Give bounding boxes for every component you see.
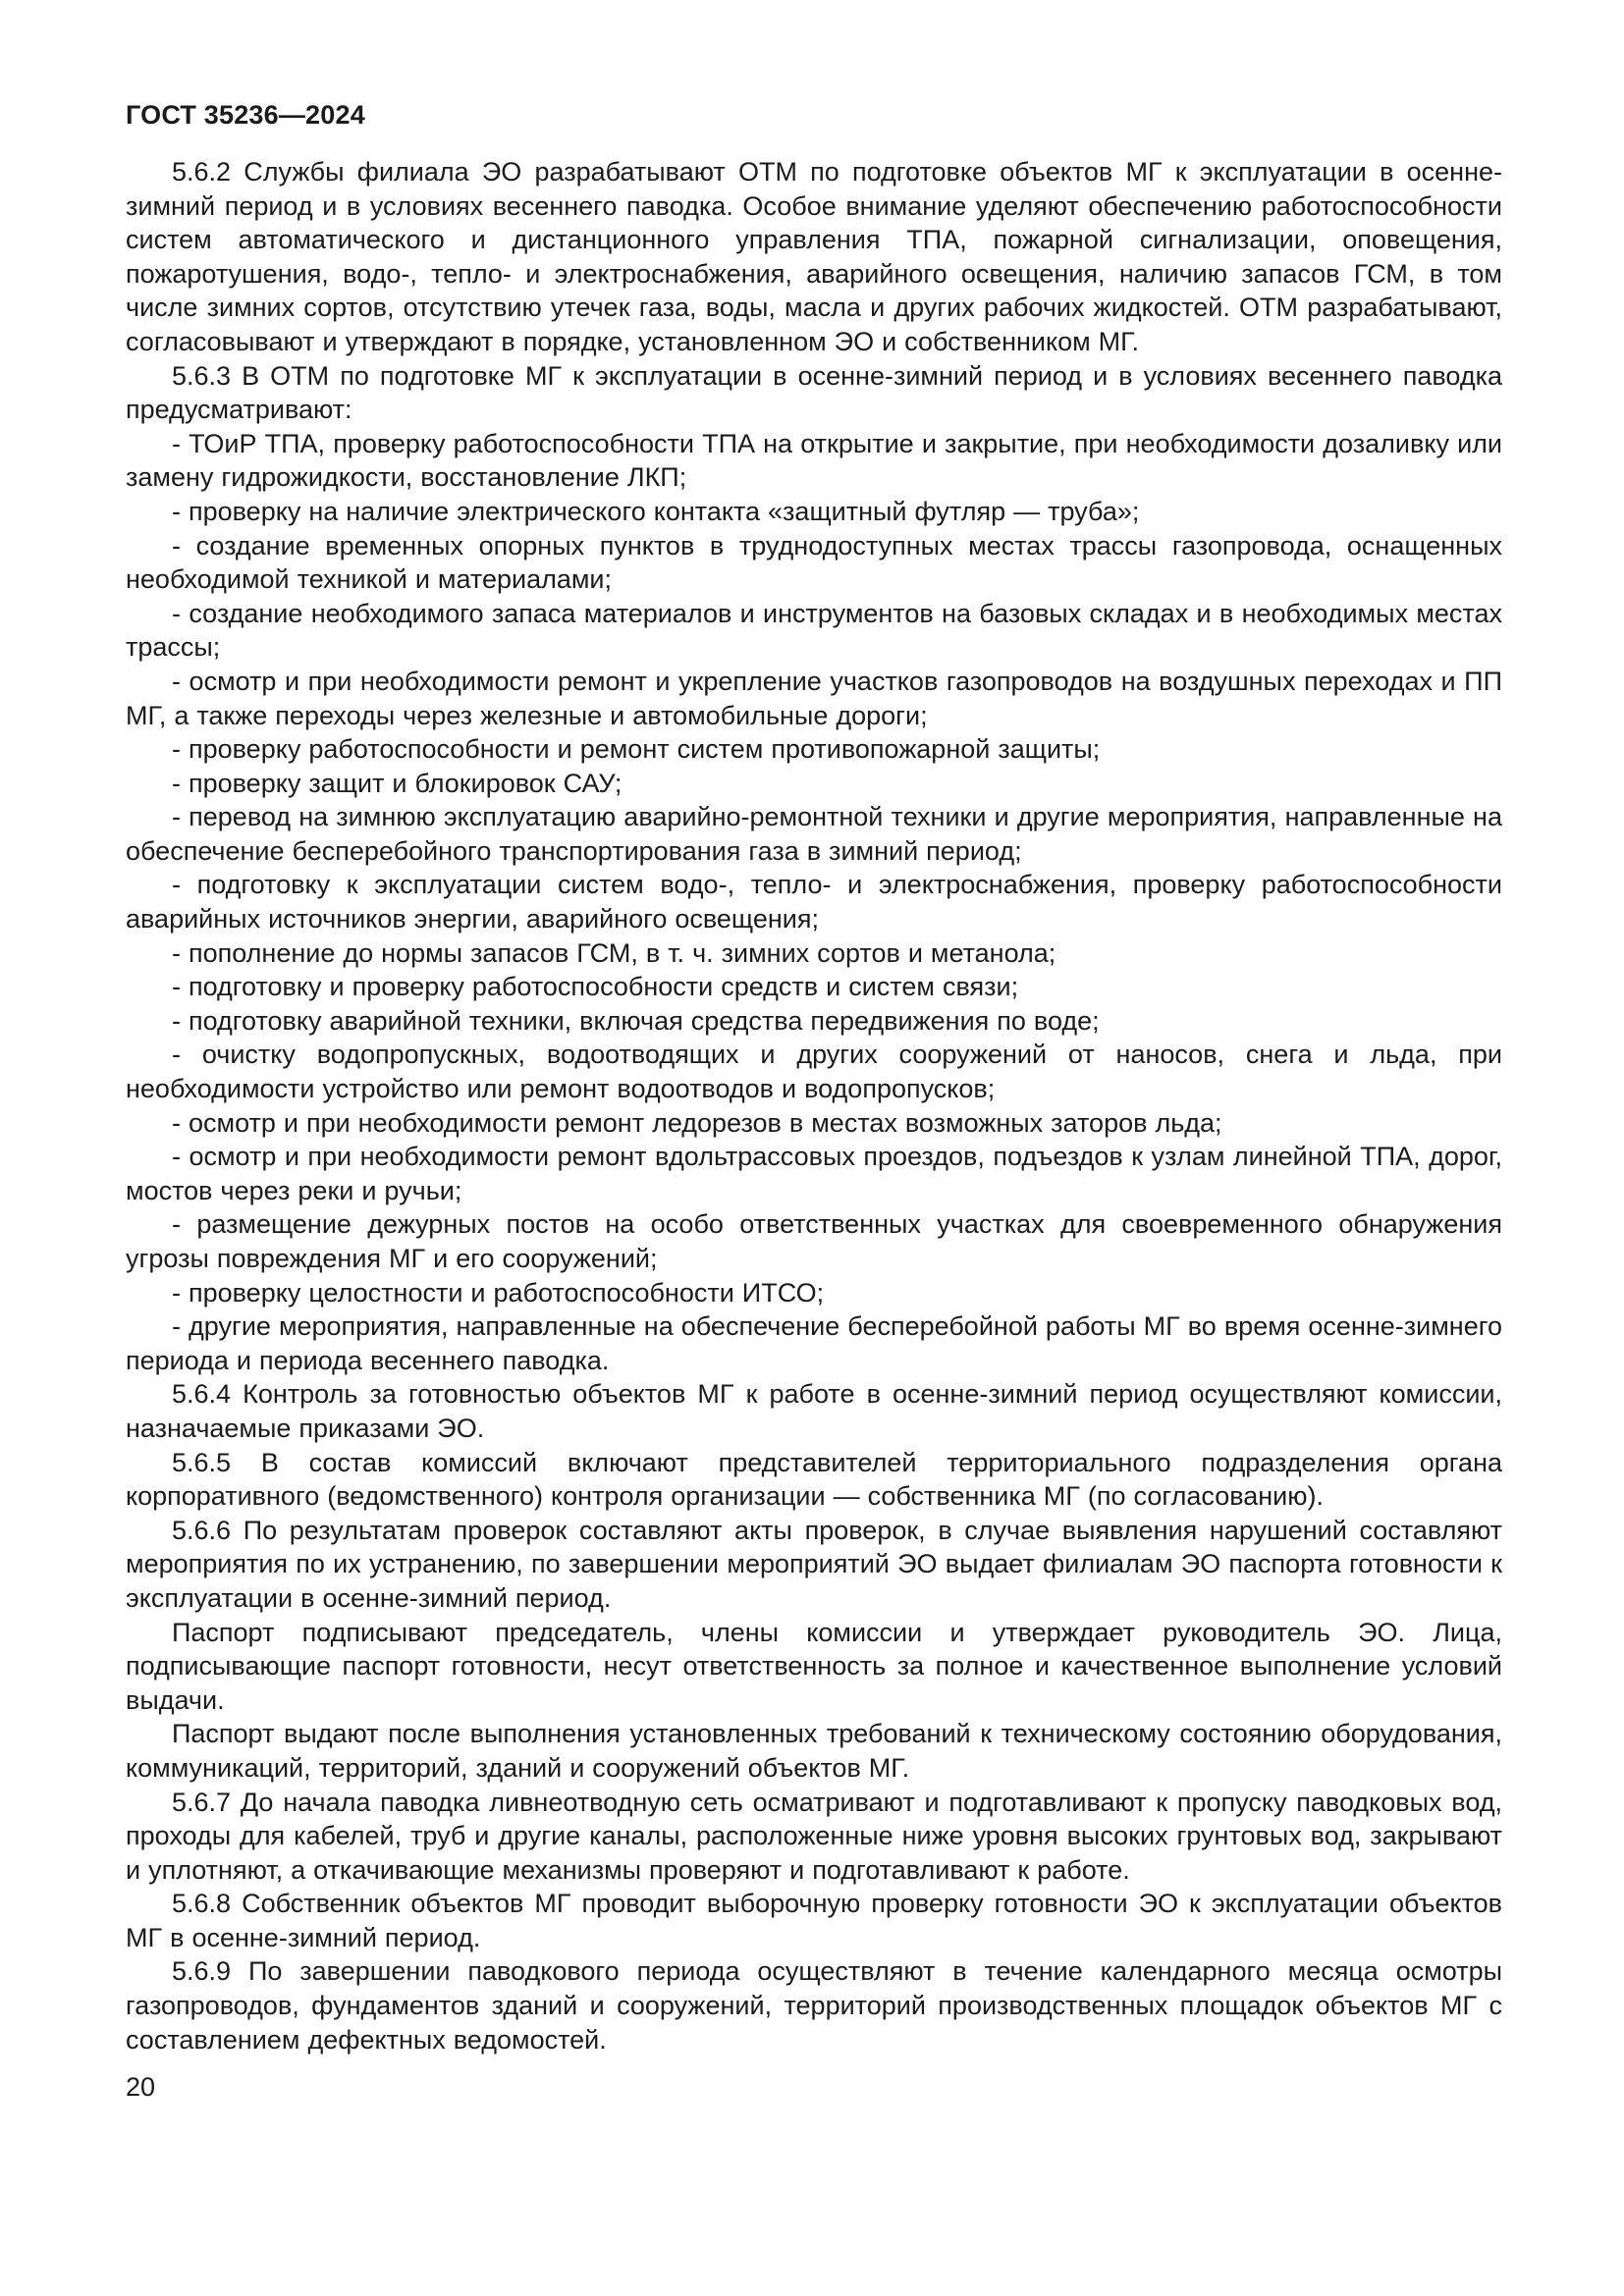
list-item-paragraph: - другие мероприятия, направленные на обеспечение бесперебойной работы МГ во время осенне-зимнего периода и периода весеннего паводка.: [126, 1311, 1502, 1375]
list-item-paragraph: - пополнение до нормы запасов ГСМ, в т. ч. зимних сортов и метанола;: [172, 937, 1056, 968]
list-item-paragraph: - ТОиР ТПА, проверку работоспособности ТПА на открытие и закрытие, при необходимости дозаливку или замену гидрожидкости, восстановление ЛКП;: [126, 428, 1502, 493]
list-item-paragraph: - осмотр и при необходимости ремонт и укрепление участков газопроводов на воздушных переходах и ПП МГ, а также переходы через железные и автомобильные дороги;: [126, 666, 1502, 730]
list-item-paragraph: - проверку целостности и работоспособности ИТСО;: [172, 1277, 825, 1308]
list-item-paragraph: - перевод на зимнюю эксплуатацию аварийно-ремонтной техники и другие мероприятия, направленные на обеспечение бесперебойного транспортирования газа в зимний период;: [126, 802, 1502, 866]
paragraph: 5.6.3 В ОТМ по подготовке МГ к эксплуатации в осенне-зимний период и в условиях весеннего паводка предусматривают:: [126, 360, 1502, 425]
list-item-paragraph: - подготовку к эксплуатации систем водо-, тепло- и электроснабжения, проверку работоспособности аварийных источников энергии, аварийного освещения;: [126, 870, 1502, 934]
list-item-paragraph: - проверку работоспособности и ремонт систем противопожарной защиты;: [172, 734, 1101, 765]
list-item-paragraph: - очистку водопропускных, водоотводящих и других сооружений от наносов, снега и льда, при необходимости устройство или ремонт водоотводов и водопропусков;: [126, 1040, 1502, 1104]
document-body: [126, 155, 1502, 2056]
list-item-paragraph: - создание необходимого запаса материалов и инструментов на базовых складах и в необходимых местах трассы;: [126, 598, 1502, 663]
list-item-paragraph: - подготовку и проверку работоспособности средств и систем связи;: [172, 972, 1019, 1002]
paragraph: 5.6.4 Контроль за готовностью объектов МГ к работе в осенне-зимний период осуществляют комиссии, назначаемые приказами ЭО.: [126, 1379, 1502, 1443]
list-item-paragraph: - создание временных опорных пунктов в труднодоступных местах трассы газопровода, оснащенных необходимой техникой и материалами;: [126, 530, 1502, 595]
paragraph: 5.6.5 В состав комиссий включают представителей территориального подразделения органа корпоративного (ведомственного) контроля организации — собственника МГ (по согласованию).: [126, 1447, 1502, 1512]
document-header: ГОСТ 35236—2024: [126, 100, 365, 130]
list-item-paragraph: - проверку на наличие электрического контакта «защитный футляр — труба»;: [172, 496, 1140, 526]
paragraph: 5.6.2 Службы филиала ЭО разрабатывают ОТМ по подготовке объектов МГ к эксплуатации в осенне-зимний период и в условиях весеннего паводка. Особое внимание уделяют обеспечению работоспособности систем автоматического и дистанционного управления ТПА, пожарной сигнализации, оповещения, пожаротушения, водо-, тепло- и электроснабжения, аварийного освещения, наличию запасов ГСМ, в том числе зимних сортов, отсутствию утечек газа, воды, масла и других рабочих жидкостей. ОТМ разрабатывают, согласовывают и утверждают в порядке, установленном ЭО и собственником МГ.: [126, 157, 1502, 356]
list-item-paragraph: - проверку защит и блокировок САУ;: [172, 768, 623, 798]
paragraph: 5.6.8 Собственник объектов МГ проводит выборочную проверку готовности ЭО к эксплуатации объектов МГ в осенне-зимний период.: [126, 1889, 1502, 1952]
paragraph: 5.6.7 До начала паводка ливнеотводную сеть осматривают и подготавливают к пропуску паводковых вод, проходы для кабелей, труб и другие каналы, расположенные ниже уровня высоких грунтовых вод, закрывают и уплотняют, а откачивающие механизмы проверяют и подготавливают к работе.: [126, 1787, 1502, 1885]
list-item-paragraph: - осмотр и при необходимости ремонт ледорезов в местах возможных заторов льда;: [172, 1107, 1222, 1138]
page-number: 20: [126, 2072, 156, 2103]
list-item-paragraph: - размещение дежурных постов на особо ответственных участках для своевременного обнаружения угрозы повреждения МГ и его сооружений;: [126, 1209, 1502, 1273]
list-item-paragraph: - подготовку аварийной техники, включая средства передвижения по воде;: [172, 1005, 1100, 1036]
list-item-paragraph: - осмотр и при необходимости ремонт вдольтрассовых проездов, подъездов к узлам линейной ТПА, дорог, мостов через реки и ручьи;: [126, 1142, 1502, 1205]
paragraph: Паспорт подписывают председатель, члены комиссии и утверждает руководитель ЭО. Лица, подписывающие паспорт готовности, несут ответственность за полное и качественное выполнение условий выдачи.: [126, 1617, 1502, 1715]
paragraph: Паспорт выдают после выполнения установленных требований к техническому состоянию оборудования, коммуникаций, территорий, зданий и сооружений объектов МГ.: [126, 1719, 1502, 1783]
paragraph: 5.6.9 По завершении паводкового периода осуществляют в течение календарного месяца осмотры газопроводов, фундаментов зданий и сооружений, территорий производственных площадок объектов МГ с составлением дефектных ведомостей.: [126, 1956, 1502, 2055]
paragraph: 5.6.6 По результатам проверок составляют акты проверок, в случае выявления нарушений составляют мероприятия по их устранению, по завершении мероприятий ЭО выдает филиалам ЭО паспорта готовности к эксплуатации в осенне-зимний период.: [126, 1515, 1502, 1613]
